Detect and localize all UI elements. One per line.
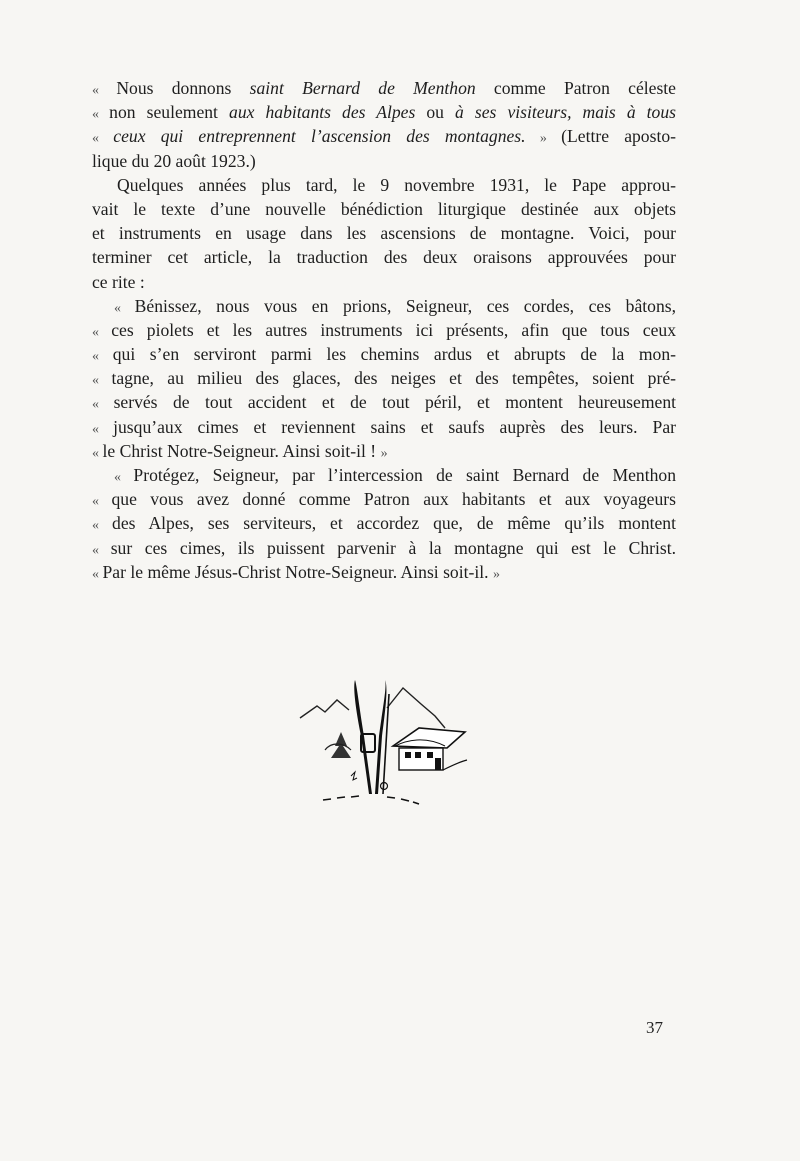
text-line: Quelques années plus tard, le 9 novembre 1931, le Pape approu- bbox=[117, 174, 676, 195]
text-line: et instruments en usage dans les ascensions de montagne. Voici, pour bbox=[92, 223, 676, 244]
text-line: « Par le même Jésus-Christ Notre-Seigneur. Ainsi soit-il. » bbox=[92, 561, 500, 582]
mountain-right-outline bbox=[387, 688, 445, 728]
text-line: « que vous avez donné comme Patron aux habitants et aux voyageurs bbox=[92, 489, 676, 510]
text-line: « non seulement aux habitants des Alpes ou à ses visiteurs, mais à tous bbox=[92, 102, 676, 123]
text-line: « Bénissez, nous vous en prions, Seigneur, ces cordes, ces bâtons, bbox=[114, 295, 676, 316]
text-line: « servés de tout accident et de tout péril, et montent heureusement bbox=[92, 392, 676, 413]
text-line: « des Alpes, ses serviteurs, et accordez que, de même qu’ils montent bbox=[92, 513, 676, 534]
page-number: 37 bbox=[646, 1018, 663, 1037]
text-line: lique du 20 août 1923.) bbox=[92, 150, 256, 171]
text-line: terminer cet article, la traduction des deux oraisons approuvées pour bbox=[92, 247, 676, 268]
text-line: ce rite : bbox=[92, 271, 145, 292]
body-text bbox=[92, 76, 676, 584]
chalet-roof bbox=[393, 728, 465, 748]
text-line: « qui s’en serviront parmi les chemins ardus et abrupts de la mon- bbox=[92, 344, 676, 365]
text-line: « Nous donnons saint Bernard de Menthon comme Patron céleste bbox=[92, 78, 676, 98]
chalet-window-1 bbox=[405, 752, 411, 758]
fir-tree bbox=[331, 732, 351, 758]
chalet-window-3 bbox=[427, 752, 433, 758]
text-line: « jusqu’aux cimes et reviennent sains et saufs auprès des leurs. Par bbox=[92, 416, 676, 437]
text-line: « le Christ Notre-Seigneur. Ainsi soit-il ! » bbox=[92, 440, 388, 461]
chalet-snow-line bbox=[443, 760, 467, 770]
text-line: « Protégez, Seigneur, par l’intercession de saint Bernard de Menthon bbox=[114, 465, 676, 485]
chalet-door bbox=[435, 758, 441, 770]
mountain-left-outline bbox=[300, 700, 349, 718]
ski-chalet-illustration bbox=[295, 676, 475, 808]
text-line: « sur ces cimes, ils puissent parvenir à la montagne qui est le Christ. bbox=[92, 537, 676, 558]
text-line: « ceux qui entreprennent l’ascension des montagnes. » (Lettre aposto- bbox=[92, 126, 676, 147]
chalet-window-2 bbox=[415, 752, 421, 758]
artist-mark bbox=[351, 772, 357, 780]
ground-line bbox=[323, 796, 419, 804]
text-line: « ces piolets et les autres instruments ici présents, afin que tous ceux bbox=[92, 319, 676, 340]
ski-left bbox=[354, 680, 372, 794]
text-line: vait le texte d’une nouvelle bénédiction liturgique destinée aux objets bbox=[92, 198, 676, 219]
text-line: « tagne, au milieu des glaces, des neiges et des tempêtes, soient pré- bbox=[92, 368, 676, 389]
